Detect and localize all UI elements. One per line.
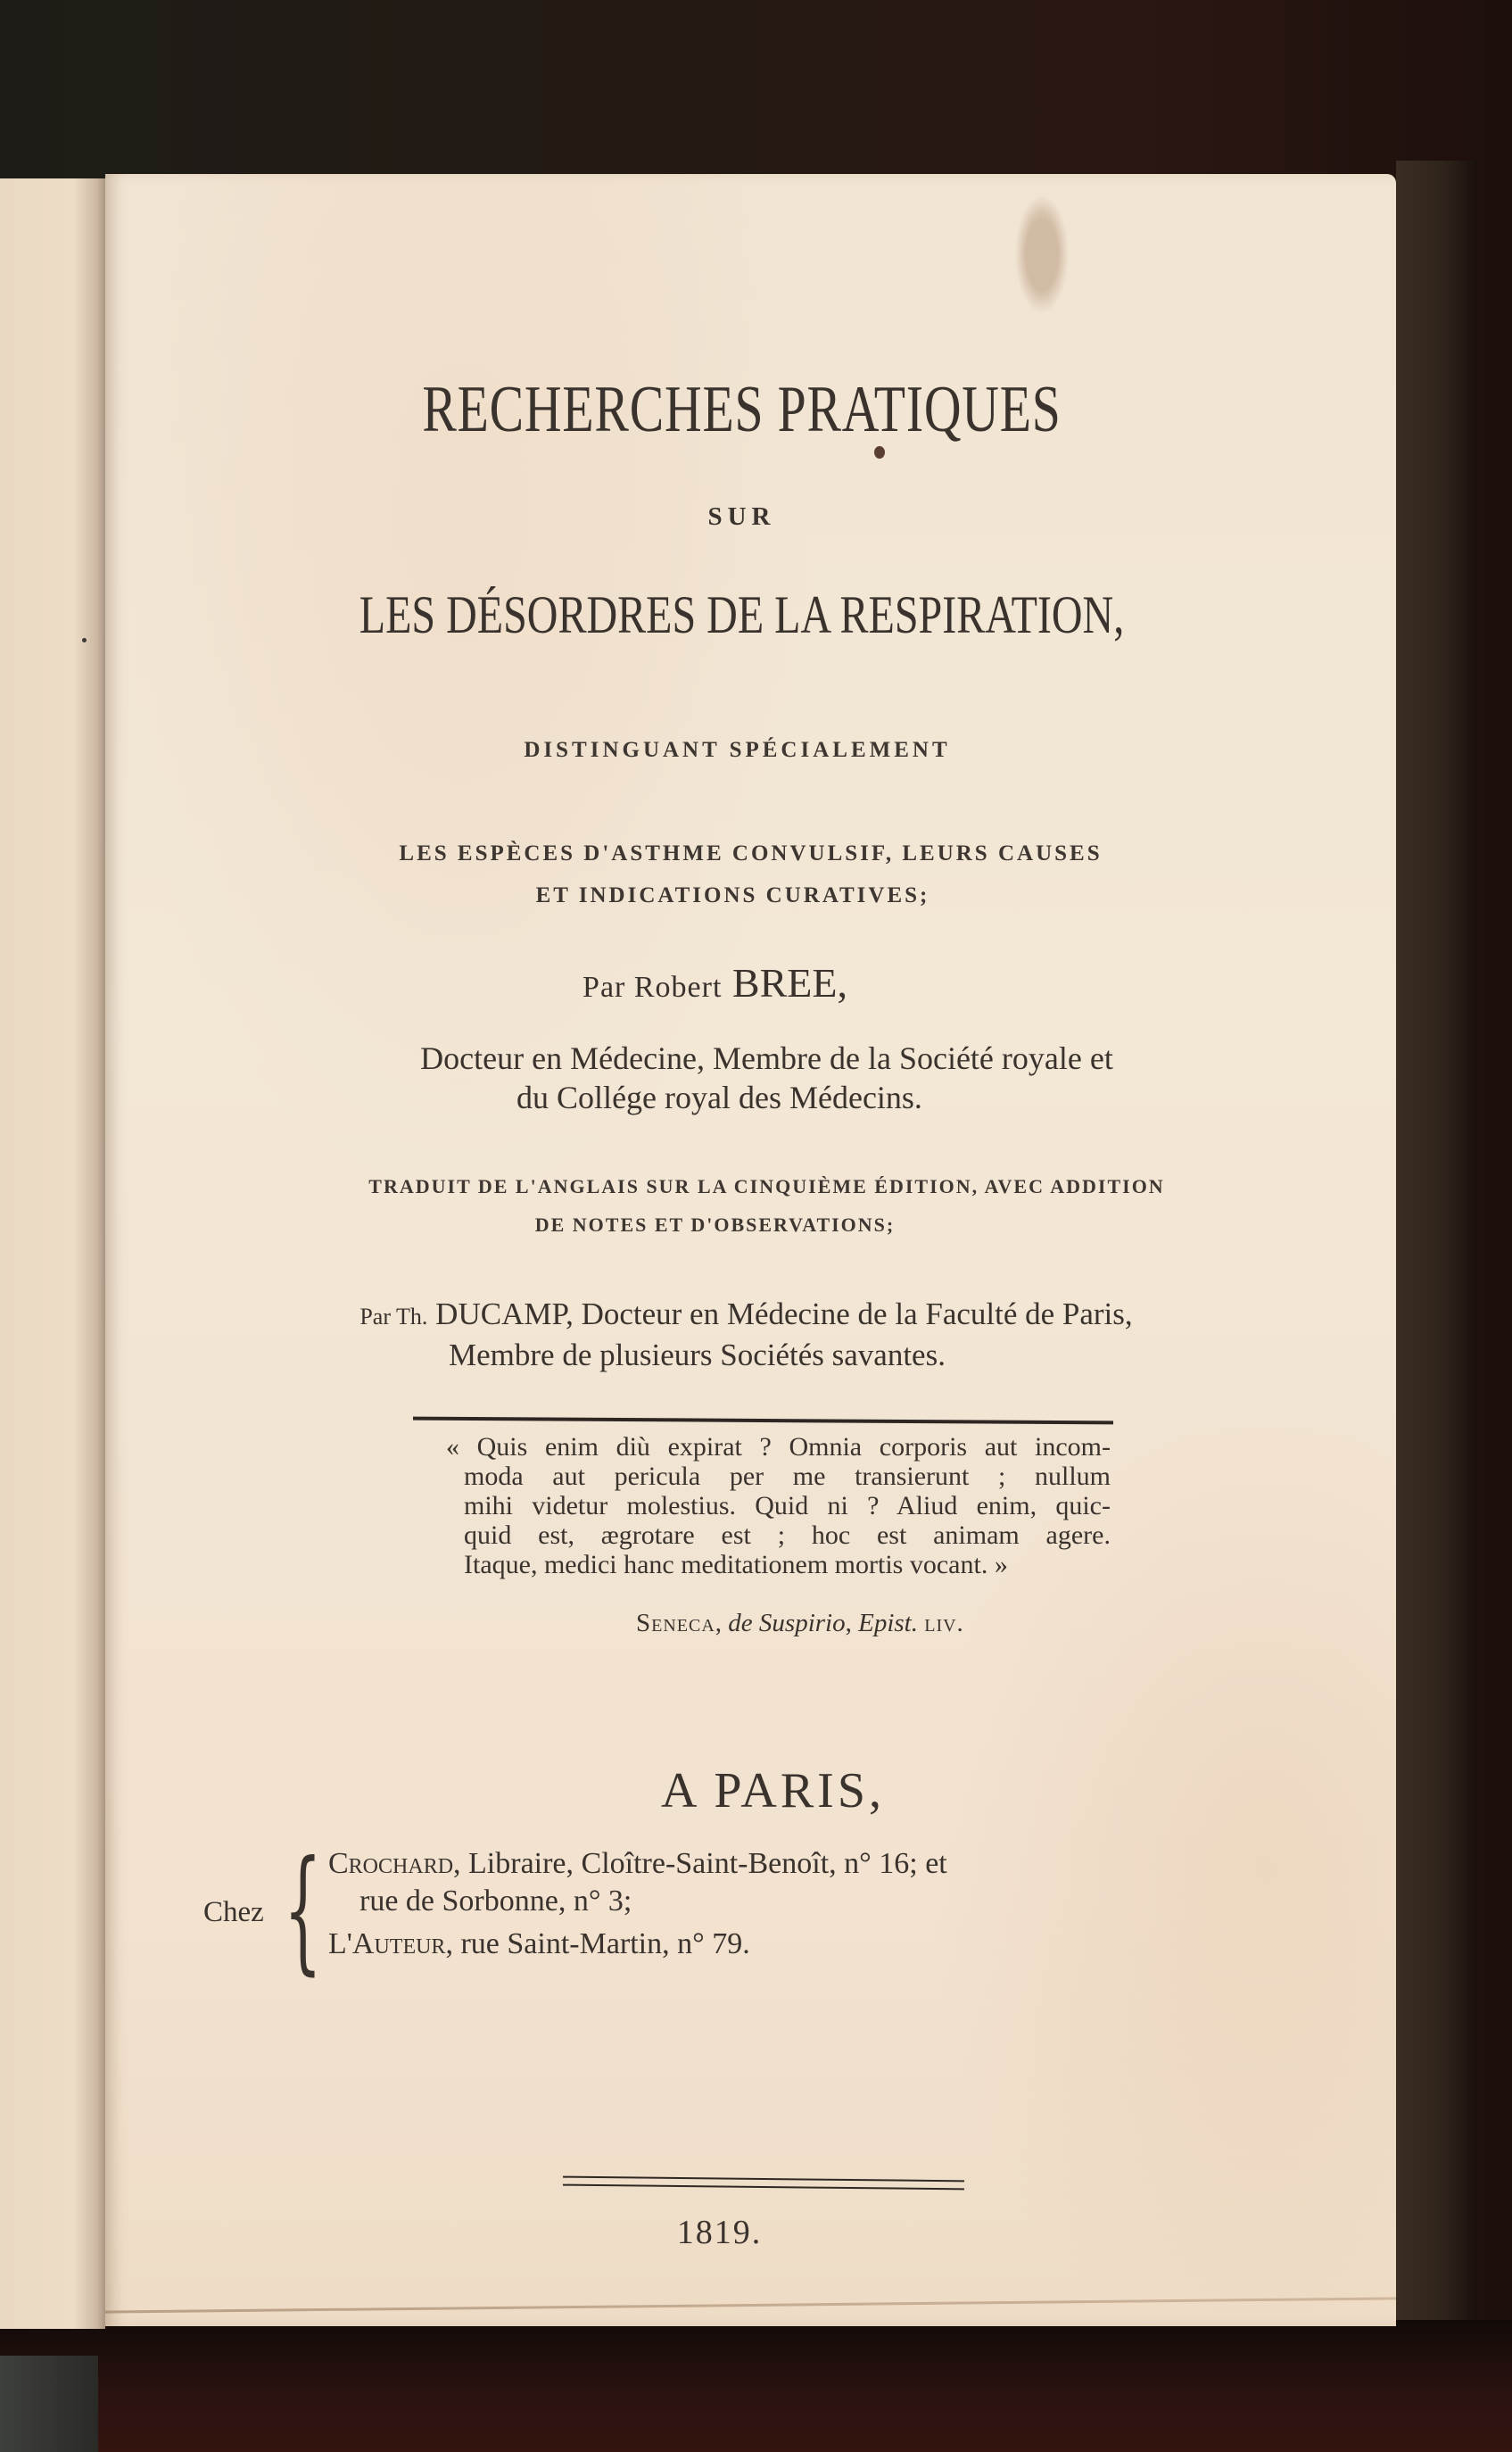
bottom-left-surface (0, 2356, 98, 2452)
author-credentials-1: Docteur en Médecine, Membre de la Société royale et (420, 1040, 1113, 1076)
epigraph-line: quid est, ægrotare est ; hoc est animam agere. (464, 1520, 1111, 1550)
curly-brace-icon: { (284, 1833, 322, 1988)
author-prefix: Par Robert (582, 971, 723, 1004)
publisher-2-address: , rue Saint-Martin, n° 79. (445, 1927, 750, 1960)
translation-note-2: DE NOTES ET D'OBSERVATIONS; (534, 1214, 896, 1236)
title-line-2: LES DÉSORDRES DE LA RESPIRATION, (359, 585, 1125, 644)
attribution-work: de Suspirio (728, 1609, 846, 1637)
epigraph-line: Itaque, medici hanc meditationem mortis vocant. » (464, 1550, 1008, 1579)
subtitle-line-2: ET INDICATIONS CURATIVES; (535, 883, 930, 907)
translator-line-1 (101, 1296, 1392, 1332)
imprint-publishers (203, 1833, 1274, 1988)
publisher-2-name: L'Auteur (328, 1927, 446, 1960)
epigraph-line: moda aut pericula per me transierunt ; nullum (464, 1462, 1111, 1491)
publisher-1-name: Crochard (328, 1847, 454, 1880)
author-suffix: , (837, 960, 847, 1006)
translator-prefix: Par Th. (359, 1304, 428, 1330)
author-line (70, 959, 1360, 1006)
author-credentials-2: du Collége royal des Médecins. (516, 1080, 922, 1115)
attribution-ref: Epist. (858, 1609, 918, 1637)
previous-page-edge (0, 178, 105, 2329)
author-name: BREE (731, 960, 838, 1006)
divider-rule (413, 1417, 1113, 1425)
epigraph-attribution: Seneca, de Suspirio, Epist. liv. (636, 1609, 964, 1637)
water-stain (105, 2297, 1396, 2313)
subtitle-intro: DISTINGUANT SPÉCIALEMENT (524, 738, 951, 762)
publisher-1-address: , Libraire, Cloître-Saint-Benoît, n° 16; et (453, 1847, 947, 1880)
publisher-1 (328, 1847, 947, 1881)
bottom-shadow (0, 2320, 1512, 2452)
book-cover-board (1396, 161, 1476, 2338)
epigraph-line: mihi videtur molestius. Quid ni ? Aliud enim, quic- (464, 1491, 1111, 1520)
imprint-city: A PARIS, (661, 1763, 885, 1818)
ink-dot (874, 446, 885, 459)
publication-year: 1819. (676, 2214, 763, 2251)
epigraph-line: « Quis enim diù expirat ? Omnia corporis aut incom- (446, 1432, 1111, 1462)
title-page (105, 174, 1396, 2326)
attribution-num: liv. (924, 1609, 964, 1637)
translator-credentials: , Docteur en Médecine de la Faculté de Paris, (566, 1296, 1133, 1331)
translation-note-1: TRADUIT DE L'ANGLAIS SUR LA CINQUIÈME ÉDITION, AVEC ADDITION (368, 1175, 1165, 1197)
publisher-1-line-2: rue de Sorbonne, n° 3; (359, 1885, 632, 1918)
attribution-author: Seneca (636, 1609, 715, 1637)
title-line-1: RECHERCHES PRATIQUES (422, 373, 1062, 446)
translator-name: DUCAMP (435, 1296, 566, 1331)
double-rule (563, 2176, 964, 2191)
epigraph (446, 1432, 1111, 1579)
imprint-chez: Chez (203, 1896, 264, 1928)
subtitle-line-1: LES ESPÈCES D'ASTHME CONVULSIF, LEURS CAUSES (399, 841, 1103, 866)
translator-line-2: Membre de plusieurs Sociétés savantes. (449, 1338, 946, 1372)
title-connector: SUR (707, 502, 776, 531)
margin-mark (82, 638, 87, 642)
publisher-2 (328, 1927, 750, 1961)
